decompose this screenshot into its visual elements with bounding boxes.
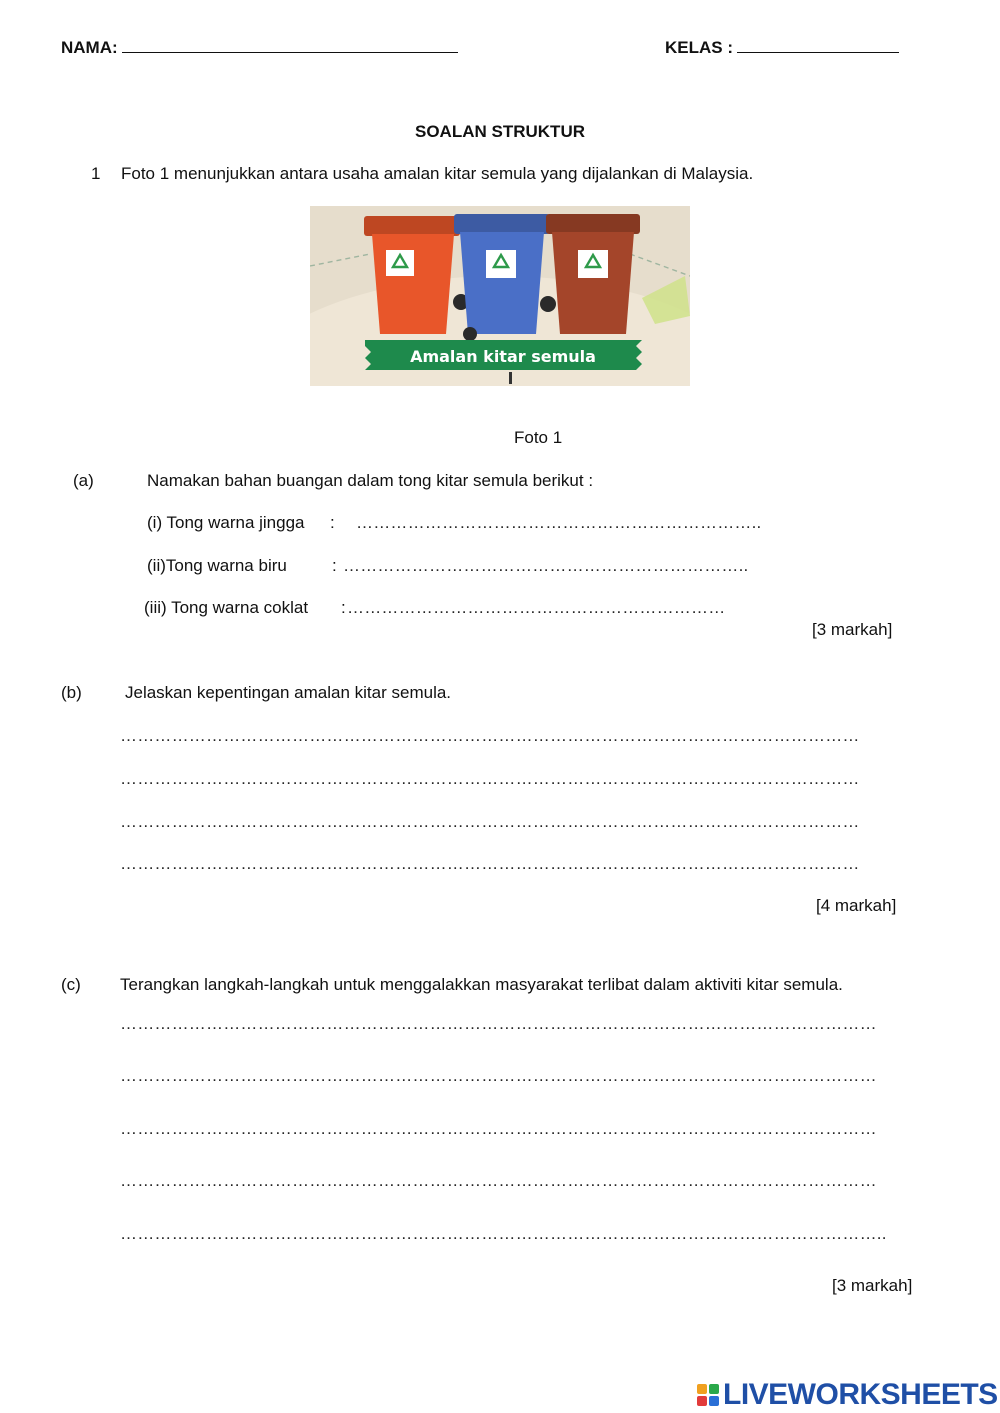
answer-line[interactable]: …………………………………………………………………………………………………………………… [120,1119,877,1138]
answer-line[interactable]: …………………………………………………………………………………………………………………… [120,1014,877,1033]
part-c-label: (c) [61,975,81,994]
part-a-item-sep: : [341,598,346,617]
part-a-label: (a) [73,471,94,490]
answer-line[interactable]: …………………………………………………………………………………………………………………… [120,1066,877,1085]
banner-text: Amalan kitar semula [410,347,596,366]
part-a-item-sep: : [330,513,335,532]
answer-line[interactable]: …………………………………………………………….. [343,556,749,575]
answer-line[interactable]: …………………………………………………………………………………………………………………… [120,1171,877,1190]
part-b-prompt: Jelaskan kepentingan amalan kitar semula. [125,683,452,702]
name-label: NAMA: [61,38,118,57]
brown-bin [546,214,640,334]
part-c-prompt: Terangkan langkah-langkah untuk menggalakkan masyarakat terlibat dalam aktiviti kitar semula. [120,975,843,994]
part-a-item-sep: : [332,556,337,575]
part-a-marks: [3 markah] [812,620,893,639]
part-a-item-label: (ii)Tong warna biru [147,556,287,575]
answer-line[interactable]: ………………………………………………………………………………………………………………… [120,812,860,831]
answer-line[interactable]: ………………………………………………………………………………………………………………… [120,769,860,788]
answer-line[interactable]: ………………………………………………………… [347,598,726,617]
class-label: KELAS : [665,38,733,57]
photo-caption: Foto 1 [514,428,563,447]
logo-icon [697,1384,719,1406]
answer-line[interactable]: ………………………………………………………………………………………………………………… [120,726,860,745]
question-number: 1 [91,164,101,183]
part-c-marks: [3 markah] [832,1276,913,1295]
class-line[interactable] [737,38,899,53]
name-field[interactable] [61,38,458,56]
page-title: SOALAN STRUKTUR [415,122,585,141]
question-intro: Foto 1 menunjukkan antara usaha amalan kitar semula yang dijalankan di Malaysia. [121,164,754,183]
recycling-bins-photo [310,206,690,386]
name-line[interactable] [122,38,458,53]
part-a-item-label: (i) Tong warna jingga [147,513,305,532]
logo-text: LIVEWORKSHEETS [723,1378,998,1411]
answer-line[interactable]: ………………………………………………………………………………………………………………… [120,854,860,873]
liveworksheets-logo[interactable] [697,1380,998,1410]
part-b-marks: [4 markah] [816,896,897,915]
part-b-label: (b) [61,683,82,702]
part-a-item-label: (iii) Tong warna coklat [144,598,309,617]
answer-line[interactable]: …………………………………………………………………………………………………………………….. [120,1224,887,1243]
class-field[interactable] [665,38,899,56]
answer-line[interactable]: …………………………………………………………….. [356,513,762,532]
part-a-prompt: Namakan bahan buangan dalam tong kitar semula berikut : [147,471,594,490]
